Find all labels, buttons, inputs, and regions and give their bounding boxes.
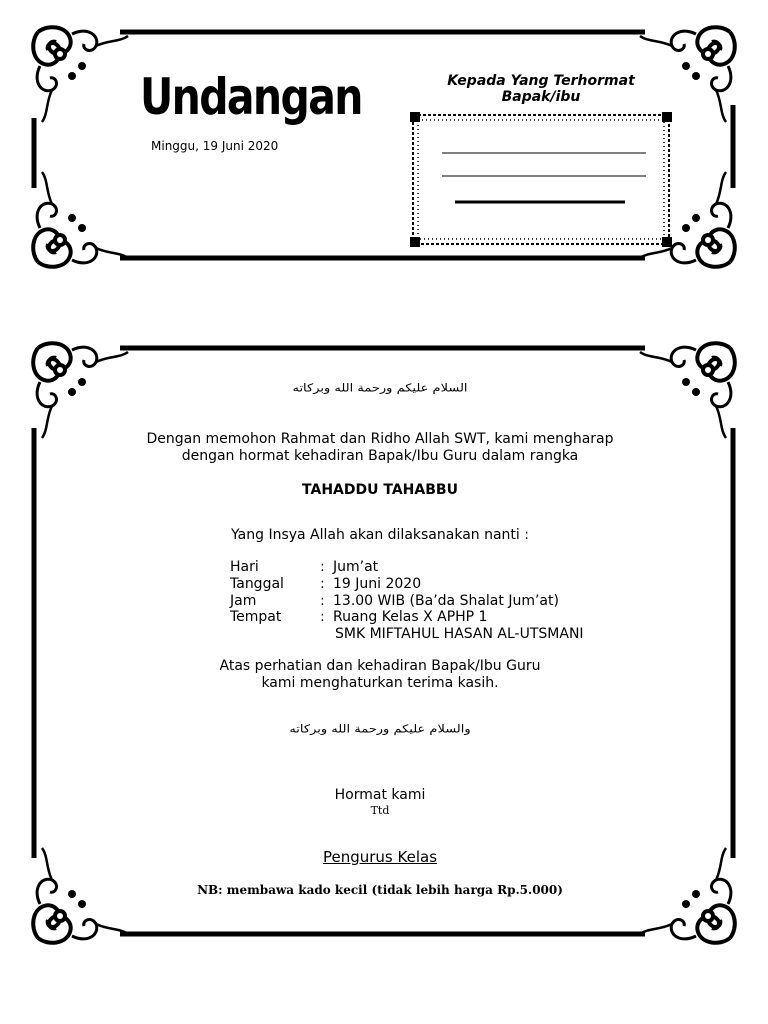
detail-label: Hari — [230, 559, 259, 575]
detail-value: 19 Juni 2020 — [333, 576, 422, 592]
envelope-date: Minggu, 19 Juni 2020 — [151, 139, 279, 153]
detail-colon: : — [320, 593, 325, 609]
address-box — [410, 112, 672, 247]
addressee-line-1: Kepada Yang Terhormat — [447, 73, 635, 89]
detail-label: Tanggal — [230, 576, 284, 592]
envelope-title: Undangan — [140, 68, 362, 126]
invitation-card — [0, 338, 768, 948]
intro-paragraph — [60, 431, 700, 465]
detail-label: Jam — [230, 593, 257, 609]
corner-ornament-top-left — [33, 27, 128, 122]
detail-value: 13.00 WIB (Ba’da Shalat Jum’at) — [333, 593, 559, 609]
signer-name: Pengurus Kelas — [322, 848, 438, 866]
closing-paragraph — [60, 658, 700, 692]
addressee-line-2: Bapak/ibu — [501, 89, 581, 105]
greeting-open: السلام عليكم ورحمة الله وبركاته — [292, 382, 468, 395]
detail-value: Jum’at — [333, 559, 379, 575]
detail-value: Ruang Kelas X APHP 1 — [333, 609, 488, 625]
detail-colon: : — [320, 576, 325, 592]
detail-colon: : — [320, 559, 325, 575]
event-name: TAHADDU TAHABBU — [302, 482, 458, 498]
closing-line-1: Atas perhatian dan kehadiran Bapak/Ibu Guru — [219, 658, 541, 674]
corner-ornament-bottom-left — [33, 172, 128, 267]
detail-label: Tempat — [230, 609, 282, 625]
schedule-intro: Yang Insya Allah akan dilaksanakan nanti : — [231, 527, 529, 543]
addressee-heading — [410, 73, 672, 105]
intro-line-2: dengan hormat kehadiran Bapak/Ibu Guru dalam rangka — [181, 448, 579, 464]
greeting-close: والسلام عليكم ورحمة الله وبركاته — [289, 723, 471, 736]
gift-note: NB: membawa kado kecil (tidak lebih harga Rp.5.000) — [197, 883, 563, 897]
signature: Ttd — [370, 804, 390, 817]
envelope-card — [0, 0, 768, 290]
intro-line-1: Dengan memohon Rahmat dan Ridho Allah SWT, kami mengharap — [146, 431, 614, 447]
detail-colon: : — [320, 609, 325, 625]
regards: Hormat kami — [334, 787, 426, 803]
closing-line-2: kami menghaturkan terima kasih. — [261, 675, 499, 691]
detail-value: SMK MIFTAHUL HASAN AL-UTSMANI — [335, 626, 584, 642]
